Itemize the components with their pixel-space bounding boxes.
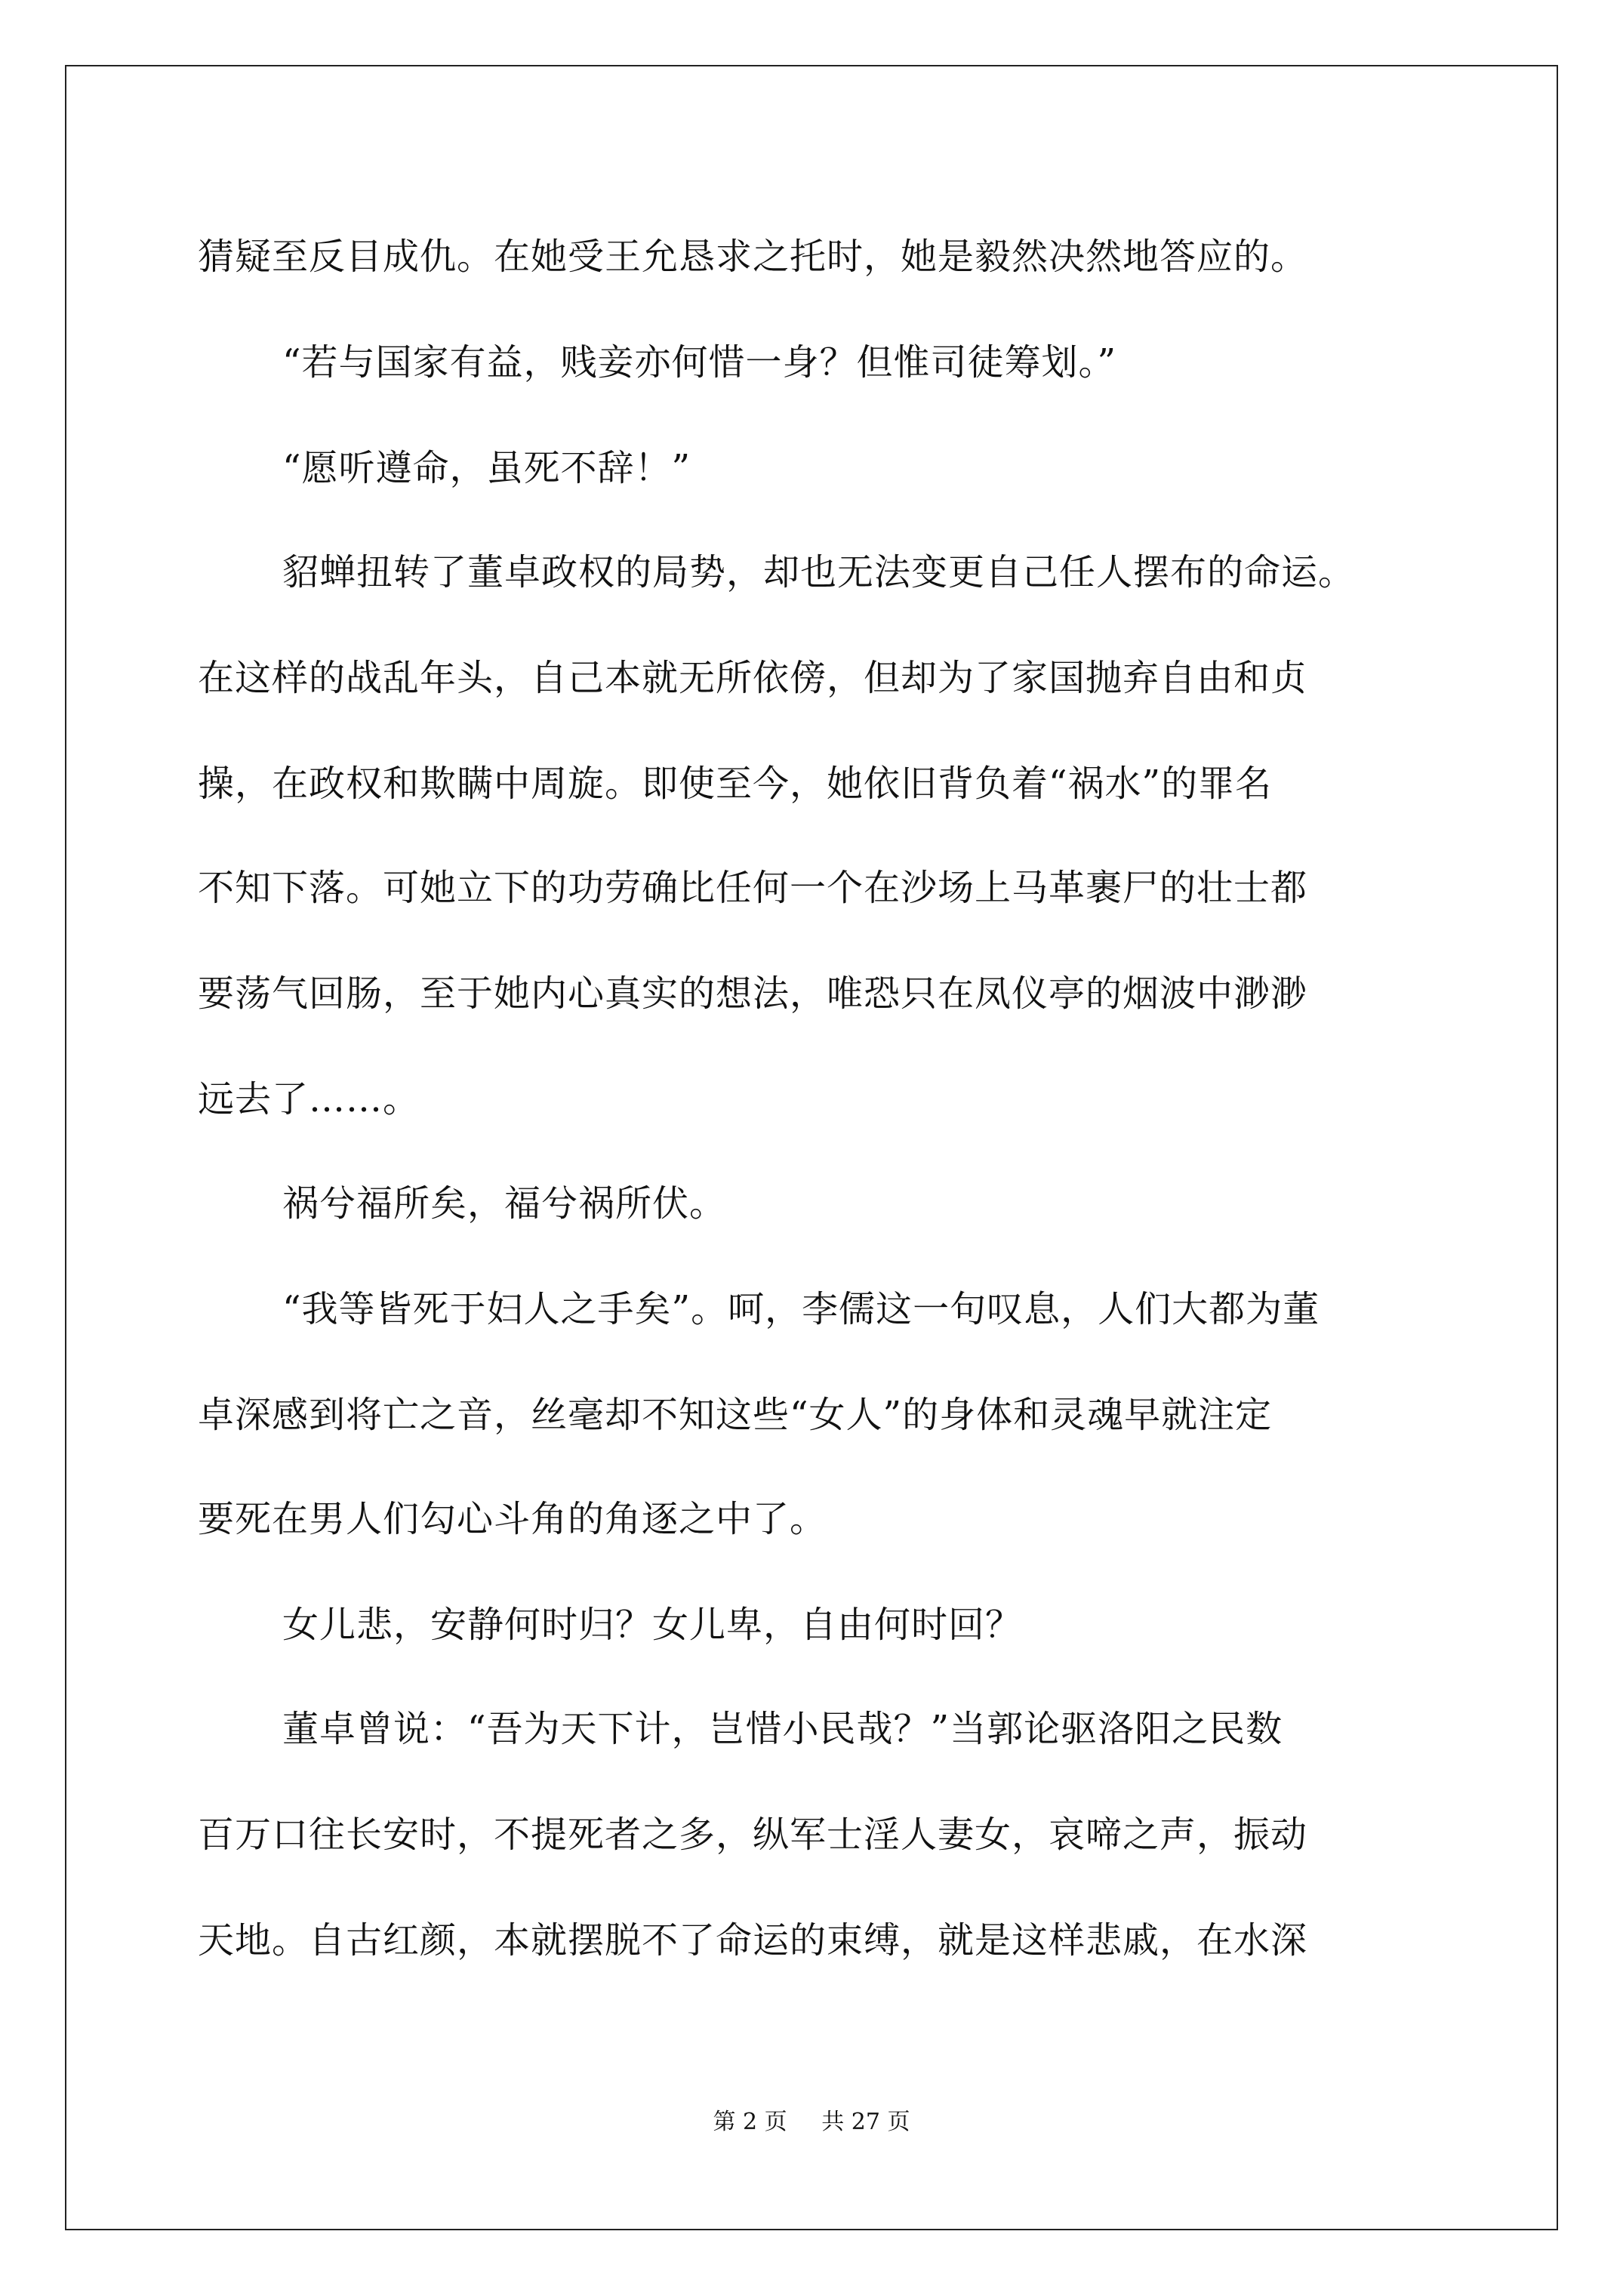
paragraph-line: “若与国家有益，贱妾亦何惜一身？但惟司徒筹划。” <box>282 341 1117 384</box>
paragraph-line: 女儿悲，安静何时归？女儿卑，自由何时回？ <box>282 1604 1023 1646</box>
page-number: 第 2 页 <box>713 2109 787 2135</box>
paragraph-line: 猜疑至反目成仇。在她受王允恳求之托时，她是毅然决然地答应的。 <box>198 236 1308 278</box>
paragraph-line: 天地。自古红颜，本就摆脱不了命运的束缚，就是这样悲戚，在水深 <box>198 1919 1308 1962</box>
paragraph-line: 祸兮福所矣，福兮祸所伏。 <box>282 1182 727 1225</box>
paragraph-line: 操，在政权和欺瞒中周旋。即使至今，她依旧背负着“祸水”的罪名 <box>198 763 1273 805</box>
paragraph-line: 要死在男人们勾心斗角的角逐之中了。 <box>198 1498 827 1540</box>
paragraph-line: 不知下落。可她立下的功劳确比任何一个在沙场上马革裹尸的壮士都 <box>198 867 1308 909</box>
paragraph-line: 卓深感到将亡之音，丝毫却不知这些“女人”的身体和灵魂早就注定 <box>198 1394 1273 1436</box>
paragraph-line: 貂蝉扭转了董卓政权的局势，却也无法变更自己任人摆布的命运。 <box>282 551 1356 593</box>
paragraph-line: “我等皆死于妇人之手矣”。呵，李儒这一句叹息，人们大都为董 <box>282 1288 1320 1330</box>
total-pages: 共 27 页 <box>821 2109 910 2135</box>
paragraph-line: 百万口往长安时，不提死者之多，纵军士淫人妻女，哀啼之声，振动 <box>198 1814 1308 1856</box>
paragraph-line: “愿听遵命，虽死不辞！” <box>282 447 691 489</box>
page-footer <box>0 2109 1623 2136</box>
paragraph-line: 要荡气回肠，至于她内心真实的想法，唯恐只在凤仪亭的烟波中渺渺 <box>198 972 1308 1015</box>
paragraph-line: 在这样的战乱年头，自己本就无所依傍，但却为了家国抛弃自由和贞 <box>198 657 1308 699</box>
paragraph-line: 董卓曾说：“吾为天下计，岂惜小民哉？”当郭论驱洛阳之民数 <box>282 1708 1283 1750</box>
paragraph-line: 远去了……。 <box>198 1078 420 1120</box>
page-border <box>65 65 1558 2230</box>
